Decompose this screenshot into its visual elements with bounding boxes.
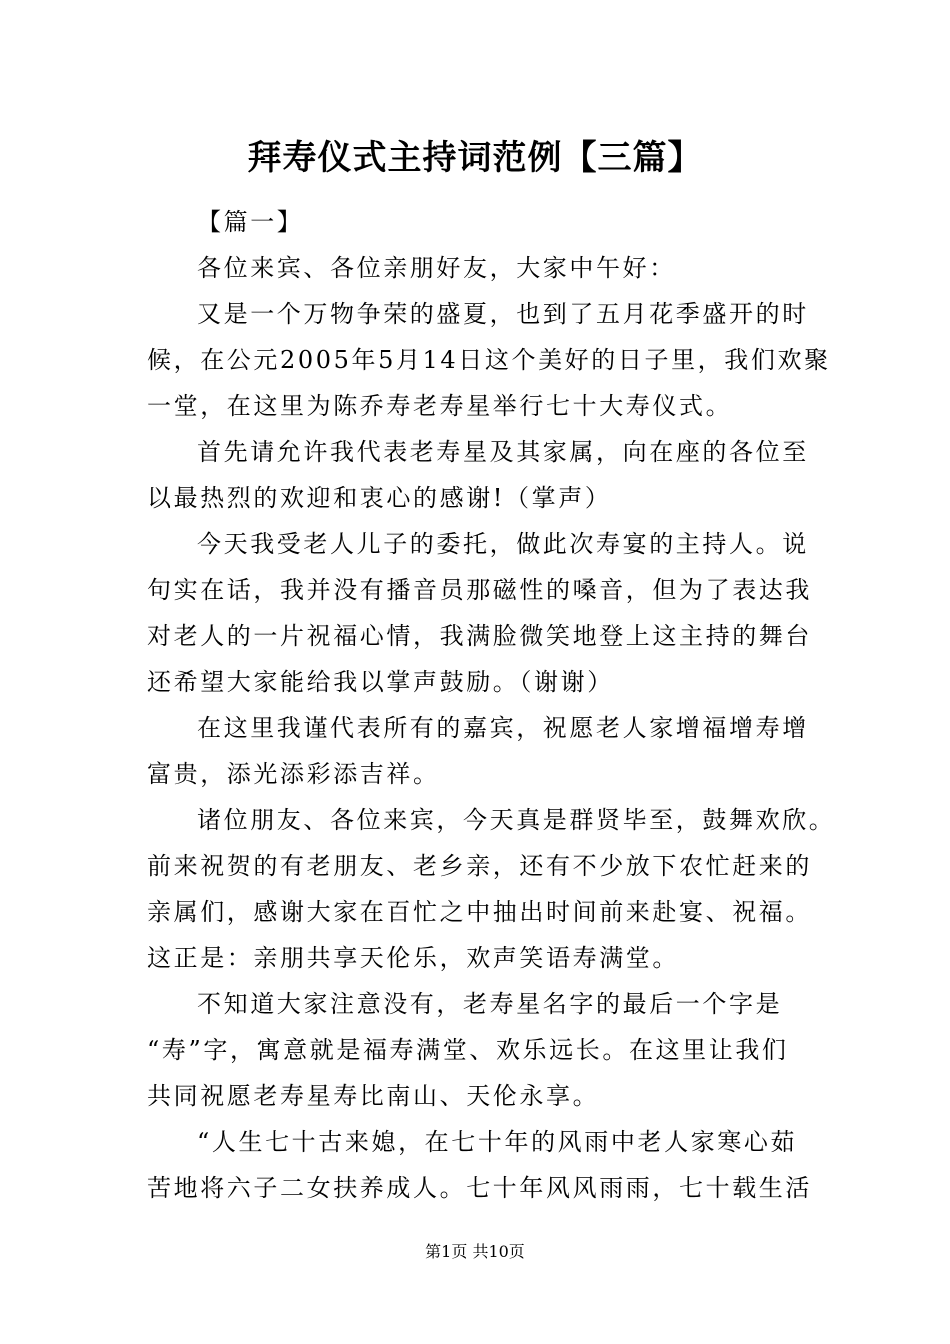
text-line: 共同祝愿老寿星寿比南山、天伦永享。 [147, 1082, 600, 1110]
text-line: 对老人的一片祝福心情，我满脸微笑地登上这主持的舞台 [147, 622, 812, 650]
text-line: 前来祝贺的有老朋友、老乡亲，还有不少放下农忙赶来的 [147, 852, 812, 880]
text-line: 候，在公元2005年5月14日这个美好的日子里，我们欢聚 [147, 346, 831, 374]
text-line: 【篇一】 [197, 208, 304, 236]
text-line: 诸位朋友、各位来宾，今天真是群贤毕至，鼓舞欢欣。 [197, 806, 836, 834]
text-line: 以最热烈的欢迎和衷心的感谢!（掌声） [147, 484, 612, 512]
page-number-footer: 第1页 共10页 [425, 1242, 525, 1261]
text-line: 首先请允许我代表老寿星及其家属，向在座的各位至 [197, 438, 809, 466]
text-line: 亲属们，感谢大家在百忙之中抽出时间前来赴宴、祝福。 [147, 898, 812, 926]
text-line: 又是一个万物争荣的盛夏，也到了五月花季盛开的时 [197, 300, 809, 328]
text-line: “人生七十古来媳，在七十年的风雨中老人家寒心茹 [197, 1128, 798, 1156]
document-body [147, 199, 836, 1211]
text-line: 苦地将六子二女扶养成人。七十年风风雨雨，七十载生活 [147, 1174, 812, 1202]
text-line: 各位来宾、各位亲朋好友，大家中午好： [197, 254, 676, 282]
text-line: 在这里我谨代表所有的嘉宾，祝愿老人家增福增寿增 [197, 714, 809, 742]
document-title: 拜寿仪式主持词范例【三篇】 [247, 138, 703, 178]
text-line: 富贵，添光添彩添吉祥。 [147, 760, 440, 788]
text-line: 这正是：亲朋共享天伦乐，欢声笑语寿满堂。 [147, 944, 679, 972]
text-line: 今天我受老人儿子的委托，做此次寿宴的主持人。说 [197, 530, 809, 558]
text-line: “寿”字，寓意就是福寿满堂、欢乐远长。在这里让我们 [147, 1036, 789, 1064]
text-line: 还希望大家能给我以掌声鼓励。（谢谢） [147, 668, 614, 696]
text-line: 不知道大家注意没有，老寿星名字的最后一个字是 [197, 990, 783, 1018]
text-line: 句实在话，我并没有播音员那磁性的嗓音，但为了表达我 [147, 576, 812, 604]
text-line: 一堂，在这里为陈乔寿老寿星举行七十大寿仪式。 [147, 392, 733, 420]
